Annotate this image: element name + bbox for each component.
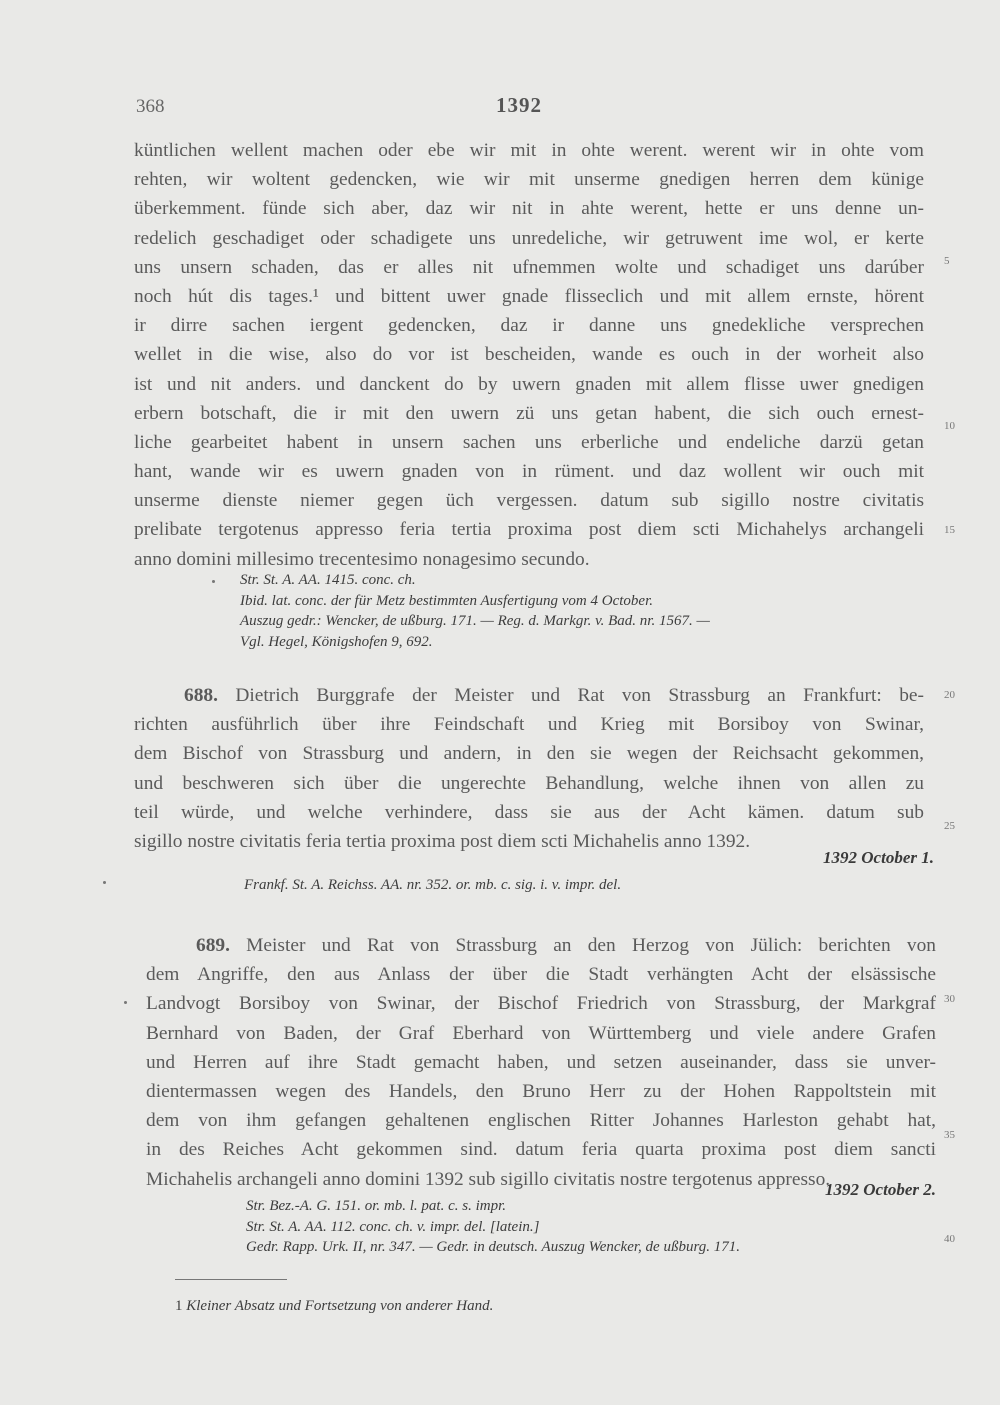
regest-text: Meister und Rat von Strassburg an den Herzog von Jülich: berichten von (246, 935, 936, 956)
text-line: dem Bischof von Strassburg und andern, in den sie wegen der Reichsacht gekommen, (134, 743, 924, 765)
print-speck (124, 1001, 127, 1004)
document-689 (146, 931, 936, 1194)
document-number: 688. (184, 685, 218, 706)
source-note: Str. St. A. AA. 112. conc. ch. v. impr. del. [latein.] (246, 1218, 540, 1235)
document-continuation (134, 136, 924, 574)
text-line: richten ausführlich über ihre Feindschaft und Krieg mit Borsiboy von Swinar, (134, 714, 924, 736)
document-heading-line (134, 681, 924, 710)
text-line: überkemment. fünde sich aber, daz wir nit in ahte werent, hette er uns denne un- (134, 198, 924, 220)
text-line: rehten, wir woltent gedencken, wie wir mit unserme gnedigen herren dem künige (134, 169, 924, 191)
footnote-text: Kleiner Absatz und Fortsetzung von anderer Hand. (186, 1298, 494, 1314)
document-date: 1392 October 1. (823, 848, 934, 867)
text-line: Michahelis archangeli anno domini 1392 sub sigillo civitatis nostre tergotenus appresso. (146, 1168, 831, 1190)
margin-line-number: 20 (944, 689, 955, 701)
page-header (136, 93, 926, 122)
text-line: ist und nit anders. und danckent do by uwern gnaden mit allem flisse uwer gnedigen (134, 373, 924, 395)
print-speck (103, 881, 106, 884)
footnote-rule (175, 1279, 287, 1280)
source-notes (240, 570, 710, 652)
text-line: erbern botschaft, die ir mit den uwern zü uns getan habent, die sich ouch ernest- (134, 402, 924, 424)
text-line: dientermassen wegen des Handels, den Bruno Herr zu der Hohen Rappoltstein mit (146, 1080, 936, 1102)
text-line: in des Reiches Acht gekommen sind. datum feria quarta proxima post diem sancti (146, 1139, 936, 1161)
source-notes (244, 875, 621, 896)
text-line: redelich geschadiget oder schadigete uns unredeliche, wir getruwent ime wol, er kerte (134, 227, 924, 249)
text-line: unserme dienste niemer gegen üch vergessen. datum sub sigillo nostre civitatis (134, 490, 924, 512)
text-line: teil würde, und welche verhindere, dass sie aus der Acht kämen. datum sub (134, 801, 924, 823)
document-heading-line (146, 931, 936, 960)
document-number: 689. (196, 935, 230, 956)
text-line: Bernhard von Baden, der Graf Eberhard von Württemberg und viele andere Grafen (146, 1022, 936, 1044)
margin-line-number: 30 (944, 993, 955, 1005)
running-title-year: 1392 (496, 93, 542, 117)
text-line: wellet in die wise, also do vor ist bescheiden, wande es ouch in der worheit also (134, 344, 924, 366)
text-line: hant, wande wir es uwern gnaden von in rüment. und daz wollent wir ouch mit (134, 461, 924, 483)
text-line: anno domini millesimo trecentesimo nonagesimo secundo. (134, 548, 590, 570)
source-note: Str. Bez.-A. G. 151. or. mb. l. pat. c. s. impr. (246, 1198, 507, 1214)
source-note: Ibid. lat. conc. der für Metz bestimmten Ausfertigung vom 4 October. (240, 592, 653, 609)
margin-line-number: 35 (944, 1129, 955, 1141)
text-line: ir dirre sachen iergent gedencken, daz ir danne uns gnedekliche versprechen (134, 315, 924, 337)
source-note: Vgl. Hegel, Königshofen 9, 692. (240, 633, 433, 650)
source-note: Gedr. Rapp. Urk. II, nr. 347. — Gedr. in deutsch. Auszug Wencker, de ußburg. 171. (246, 1239, 740, 1255)
footnote (175, 1298, 493, 1315)
text-line: liche gearbeitet habent in unsern sachen uns erberliche und endeliche darzü getan (134, 431, 924, 453)
print-speck (212, 580, 215, 583)
text-line: noch hút dis tages.¹ und bittent uwer gnade flisseclich und mit allem ernste, hörent (134, 285, 924, 307)
text-line: uns unsern schaden, das er alles nit ufnemmen wolte und schadiget uns darúber (134, 256, 924, 278)
source-note: Str. St. A. AA. 1415. conc. ch. (240, 572, 416, 588)
source-note: Frankf. St. A. Reichss. AA. nr. 352. or. mb. c. sig. i. v. impr. del. (244, 877, 622, 893)
margin-line-number: 10 (944, 420, 955, 432)
margin-line-number: 25 (944, 820, 955, 832)
source-note: Auszug gedr.: Wencker, de ußburg. 171. — Reg. d. Markgr. v. Bad. nr. 1567. — (240, 613, 710, 629)
text-line: und Herren auf ihre Stadt gemacht haben, und setzen auseinander, dass sie unver- (146, 1051, 936, 1073)
margin-line-number: 5 (944, 255, 950, 267)
document-688 (134, 681, 924, 856)
regest-text: Dietrich Burggrafe der Meister und Rat von Strassburg an Frankfurt: be- (235, 685, 924, 706)
text-line: und beschweren sich über die ungerechte Behandlung, welche ihnen von allen zu (134, 772, 924, 794)
document-date: 1392 October 2. (825, 1180, 936, 1199)
text-line: sigillo nostre civitatis feria tertia proxima post diem scti Michahelis anno 1392. (134, 830, 751, 852)
source-notes (246, 1196, 740, 1258)
footnote-marker: 1 (175, 1298, 183, 1314)
margin-line-number: 15 (944, 524, 955, 536)
text-line: dem Angriffe, den aus Anlass der über die Stadt verhängten Acht der elsässische (146, 964, 936, 986)
page-number: 368 (136, 96, 165, 117)
margin-line-number: 40 (944, 1233, 955, 1245)
text-line: küntlichen wellent machen oder ebe wir mit in ohte werent. werent wir in ohte vom (134, 140, 924, 161)
text-line: Landvogt Borsiboy von Swinar, der Bischof Friedrich von Strassburg, der Markgraf (146, 993, 936, 1015)
text-line: dem von ihm gefangen gehaltenen englischen Ritter Johannes Harleston gehabt hat, (146, 1110, 936, 1132)
text-line: prelibate tergotenus appresso feria tertia proxima post diem scti Michahelys archangeli (134, 519, 924, 541)
